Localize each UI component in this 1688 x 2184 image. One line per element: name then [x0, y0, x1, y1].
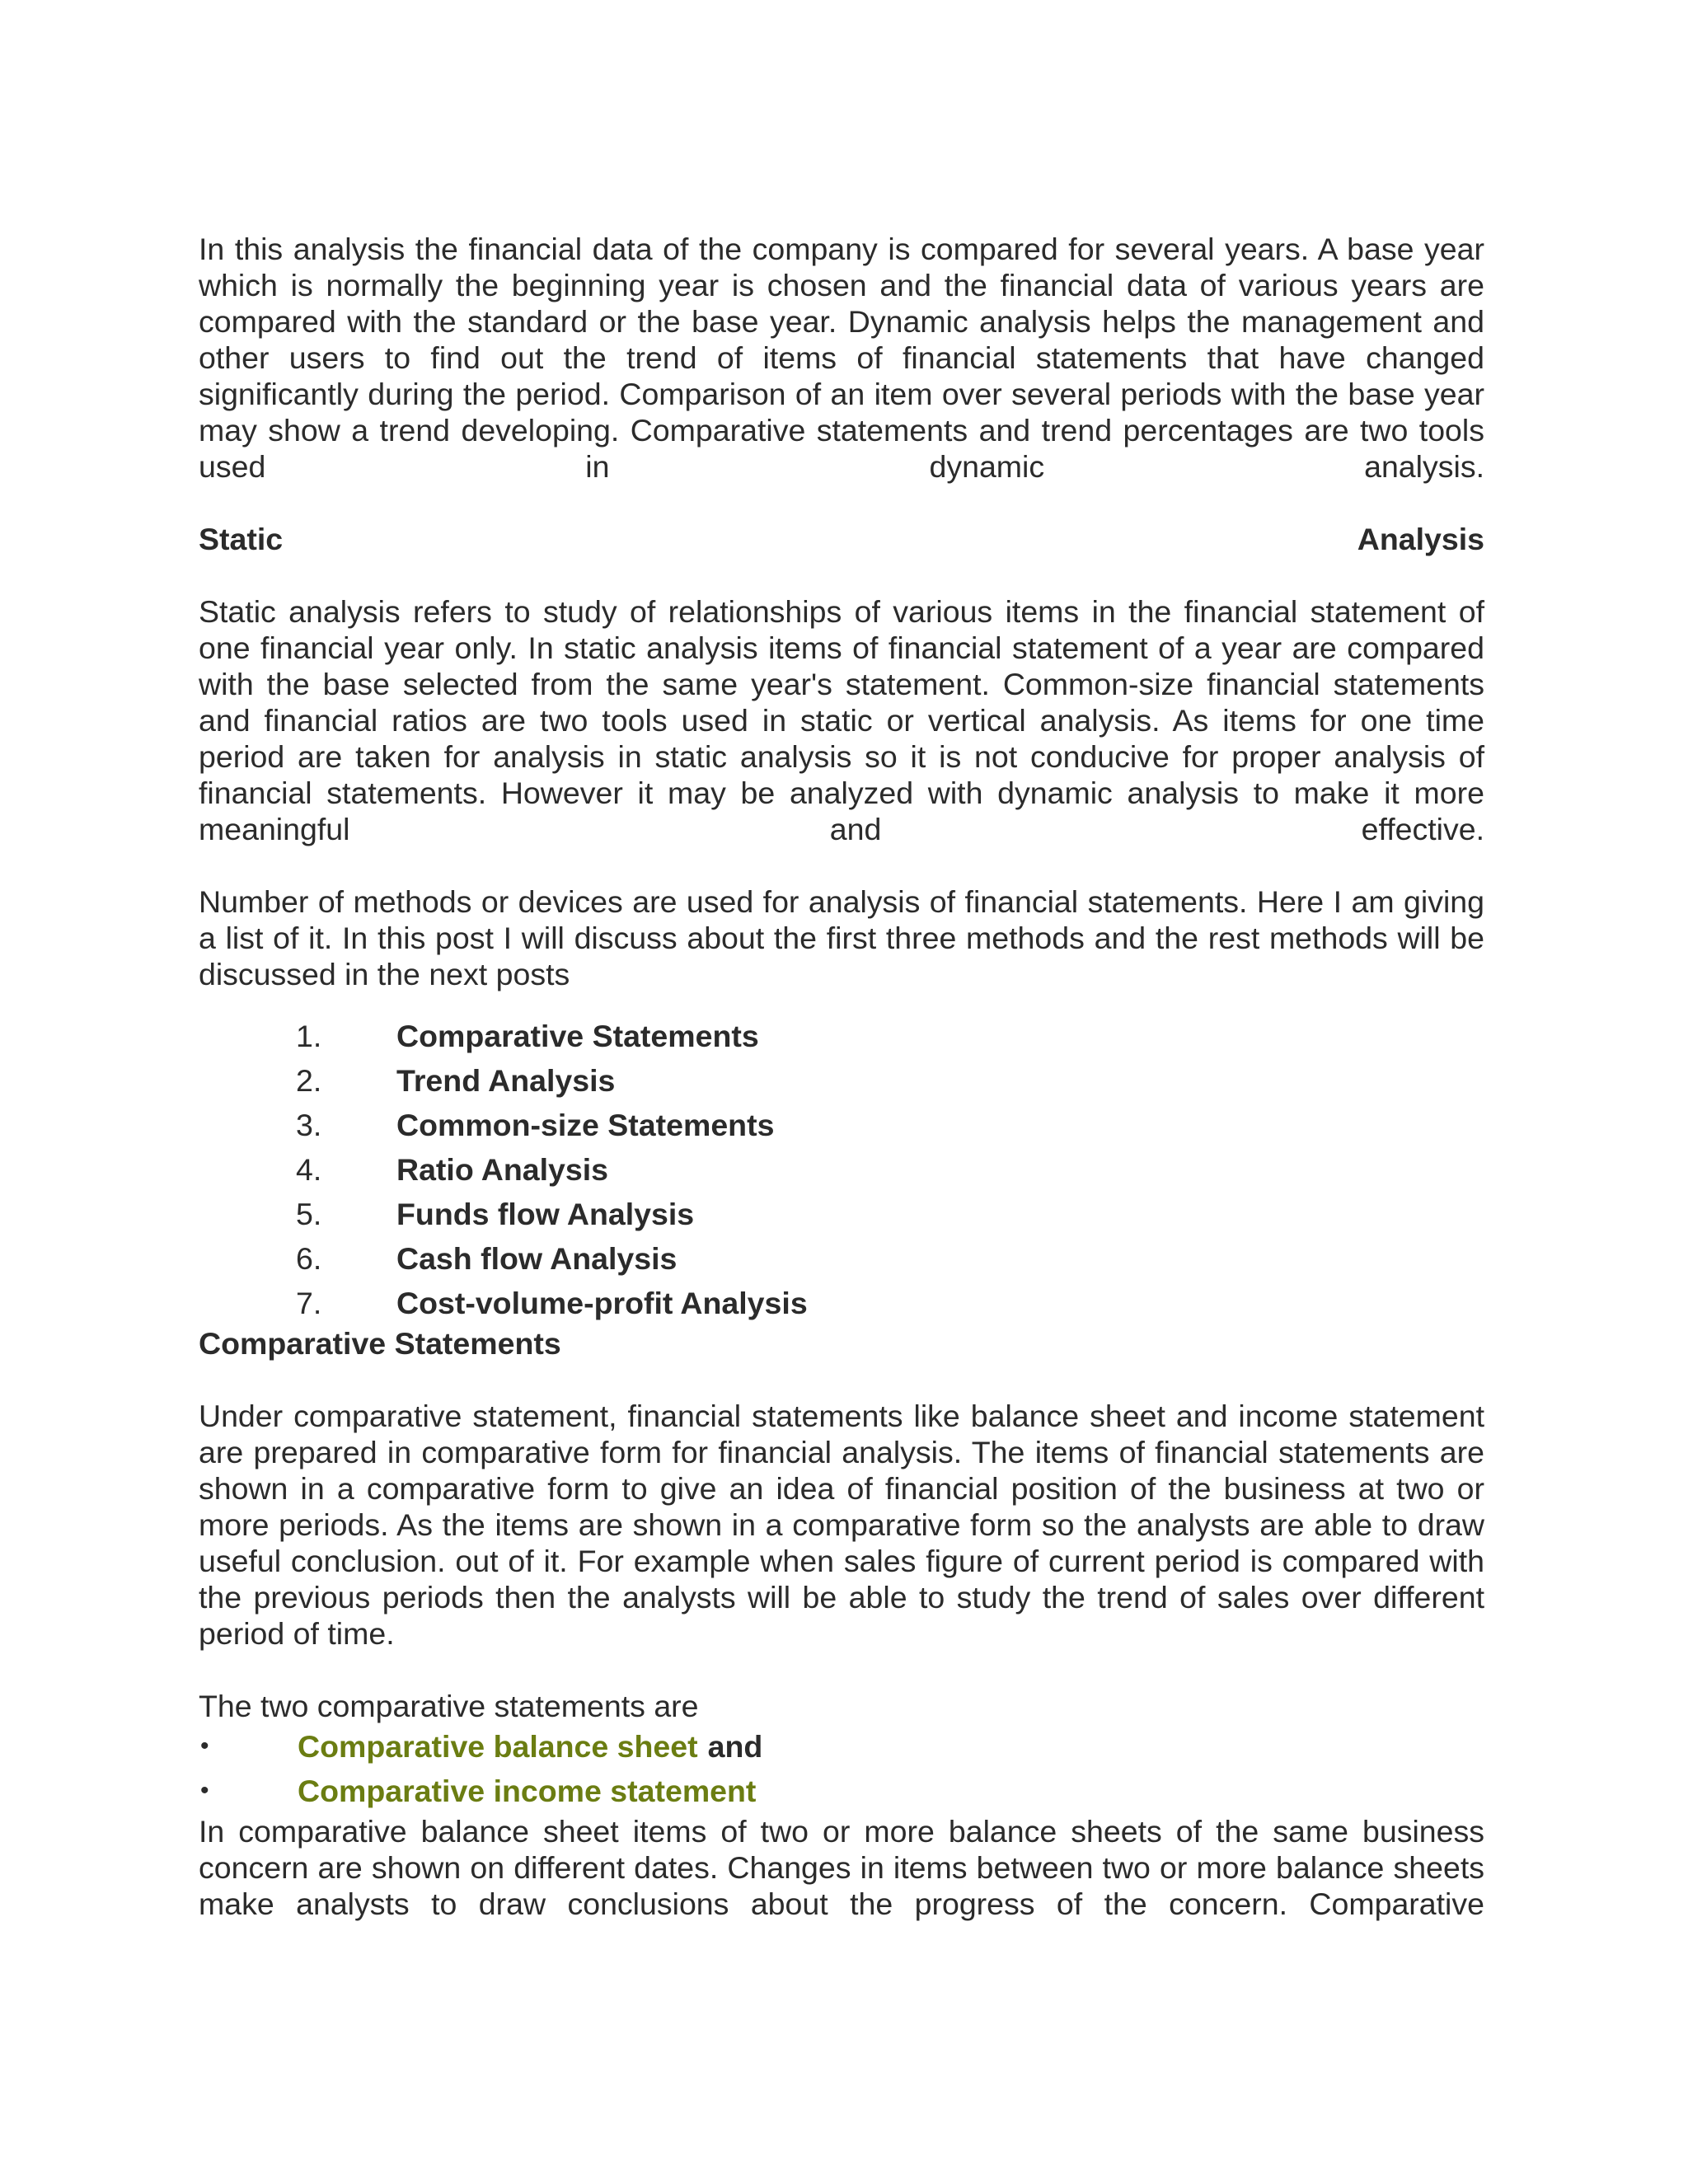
list-number: 3.: [296, 1108, 322, 1142]
bullet-icon: •: [200, 1732, 209, 1760]
list-number: 4.: [296, 1152, 322, 1187]
static-heading-left: Static: [199, 522, 284, 556]
list-item: [199, 1769, 1484, 1813]
bullet-tail-text: and: [707, 1729, 763, 1764]
static-heading-right: Analysis: [1357, 522, 1484, 556]
two-statements-intro: The two comparative statements are: [199, 1689, 699, 1723]
intro-paragraph: In this analysis the financial data of the company is compared for several years. A base year which is normally the beginning year is chosen and the financial data of various years are compared with the standard or the base year. Dynamic analysis helps the management and other users to find out the trend of items of financial statements that have changed significantly during the period. Comparison of an item over several periods with the base year may show a trend developing. Comparative statements and trend percentages are two tools used in dynamic analysis.: [199, 232, 1484, 484]
list-label: Ratio Analysis: [396, 1152, 609, 1187]
document-page: [199, 231, 1484, 1922]
list-number: 5.: [296, 1197, 322, 1231]
list-number: 2.: [296, 1063, 322, 1098]
list-item: [199, 1103, 1484, 1147]
comparative-income-statement-link[interactable]: Comparative income statement: [298, 1774, 757, 1808]
list-label: Trend Analysis: [396, 1063, 616, 1098]
list-label: Funds flow Analysis: [396, 1197, 695, 1231]
list-label: Cost-volume-profit Analysis: [396, 1286, 808, 1320]
comparative-statements-paragraph: Under comparative statement, financial statements like balance sheet and income statement are prepared in comparative form for financial analysis. The items of financial statements are shown in a comparative form to give an idea of financial position of the business at two or more periods. As the items are shown in a comparative form so the analysts are able to draw useful conclusion. out of it. For example when sales figure of current period is compared with the previous periods then the analysts will be able to study the trend of sales over different period of time.: [199, 1399, 1484, 1651]
list-item: [199, 1192, 1484, 1236]
list-item: [199, 1724, 1484, 1769]
methods-list: [199, 1014, 1484, 1325]
list-label: Common-size Statements: [396, 1108, 775, 1142]
bullet-icon: •: [200, 1777, 209, 1804]
list-label: Cash flow Analysis: [396, 1241, 678, 1276]
methods-intro-paragraph: Number of methods or devices are used for analysis of financial statements. Here I am giving a list of it. In this post I will discuss about the first three methods and the rest methods will be discussed in the next posts: [199, 884, 1484, 991]
list-number: 1.: [296, 1019, 322, 1053]
statements-bullet-list: [199, 1724, 1484, 1813]
list-item: [199, 1281, 1484, 1325]
list-item: [199, 1058, 1484, 1103]
comparative-balance-sheet-link[interactable]: Comparative balance sheet: [298, 1729, 698, 1764]
list-item: [199, 1236, 1484, 1281]
static-analysis-heading: [199, 521, 1484, 557]
list-number: 7.: [296, 1286, 322, 1320]
list-item: [199, 1147, 1484, 1192]
list-label: Comparative Statements: [396, 1019, 759, 1053]
list-number: 6.: [296, 1241, 322, 1276]
balance-sheet-paragraph: In comparative balance sheet items of two or more balance sheets of the same business concern are shown on different dates. Changes in items between two or more balance sheets make analysts to draw conclusions about the progress of the concern. Comparative: [199, 1814, 1484, 1921]
list-item: [199, 1014, 1484, 1058]
comparative-statements-heading: Comparative Statements: [199, 1326, 561, 1361]
static-analysis-paragraph: Static analysis refers to study of relationships of various items in the financial statement of one financial year only. In static analysis items of financial statement of a year are compared with the base selected from the same year's statement. Common-size financial statements and financial ratios are two tools used in static or vertical analysis. As items for one time period are taken for analysis in static analysis so it is not conducive for proper analysis of financial statements. However it may be analyzed with dynamic analysis to make it more meaningful and effective.: [199, 594, 1484, 846]
